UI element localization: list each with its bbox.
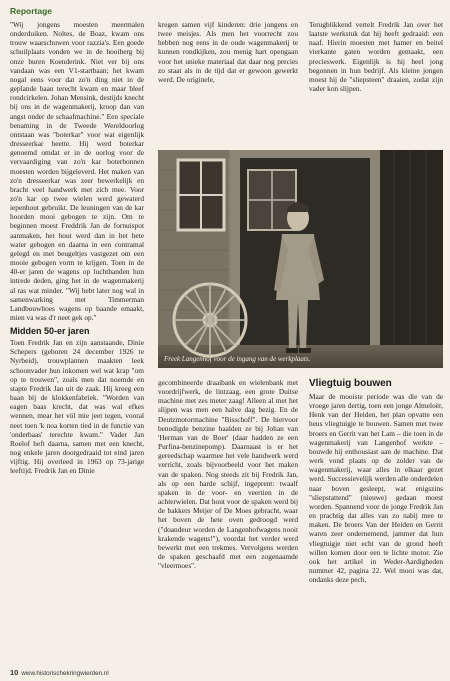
workshop-photo-illustration (158, 150, 443, 368)
column-2-bottom (158, 378, 298, 570)
section-label: Reportage (10, 6, 53, 16)
column-2-top (158, 20, 298, 84)
column-1 (10, 20, 144, 476)
column-2-bottom-text: gecombineerde draaibank en wielenbank met voordrijfwerk, de lintzaag, een grote Duitse machine met zes meter zaag! Alleen al met het slijpen was men een halve dag bezig. En de Deutzmotormachine "Bisschoff". De hiervoor benodigde benzine haalden ze bij Johan van 'Herman van de Boer' (daar hadden ze een Purfina-benzinepomp). Daarnaast is er het gereedschap waarmee het vele handwerk werd verricht, zoals bijvoorbeeld voor het maken van de spaken. Nog steeds zit bij Fredrik Jan, als op een harde schijf, ingeprent: twaalf spaken in de voor- en veertien in de achterwielen. Dat hout voor de spaken werd bij de bakkers Meijer of De Moes gebracht, waar het boven de hete oven gedroogd werd ("doandeur worden de Langenhofwagens nooit krakende wagens!"), voordat het verder werd bewerkt met een trekmes. Vervolgens werden de spaken geschaafd met een zogenaamde "vleermoes". (158, 378, 298, 571)
column-3-top-text: Terugblikkend vertelt Fredrik Jan over het laatste werkstuk dat hij heeft gedraaid: een naaf. Hierin moesten met hamer en beitel vierkante gaten worden gemaakt, een precieswerk. Eigenlijk is hij heel jong begonnen in hun bedrijf. Als kleine jongen moest hij de "sliepsteen" draaien, zodat zijn vader kon slijpen. (309, 20, 443, 94)
column-2-top-text: kregen samen vijf kinderen: drie jongens en twee meisjes. Als men het voorrecht zou hebben nog eens in de oude wagenmakerij te kunnen rondkijken, zou menig hart opengaan voor het unieke materiaal dat daar nog precies zo staat als in de tijd dat er gewoon gewerkt werd. De originele, (158, 20, 298, 84)
column-1-intro: "Wij jongens moesten meermalen onderduiken. Noltes, de Boaz, kwam ons trouw waarschuwen voor razzia's. Een goede schuilplaats vonden we in de hooiberg bij onze buren Koenderink. Niet ver bij ons vandaan was een V1-startbaan; het kwam nogal eens voor dat zo'n ding niet in de geplande baan terecht kwam en maar bleef rondcirkelen. Johan Mensink, destijds knecht bij ons in de wagenmakerij, kroop dan van angst onder de schaafmachine." Een speciale benaming in de Tweede Wereldoorlog ontstaan was "boterkar" voor wat eigenlijk dresseerkar heette. Hij werd boterkar genoemd omdat er in de oorlog voor de vervaardiging van zo'n kar boterbonnen moesten worden bijgeleverd. Het maken van zo'n dresseerkar was zeer bewerkelijk en bracht veel handwerk met zich mee. Voor zo'n kar op twee wielen werd gewaterd iepenhout gebruikt. De leuningen van de kar hoorden mooi gebogen te zijn. Om te beginnen moest Freddrik Jan de fornuispot aanmaken, het hout werd dan in het hete water gebogen en daarna in een contramal gelegd en met beugeltjes vastgezet om een mooie gebogen vorm te krijgen. Toen in de 40-er jaren de wagens op luchtbanden hun intrede deden, ging het in de wagenmakerij al ras wat minder. "Wij hebt later nog wal in samenwarking met Timmerman Landbouwhoes wagens op baande emaakt, mien va was d'r neet gek op." (10, 20, 144, 322)
footer-url: www.historischekringwierden.nl (21, 670, 109, 677)
column-3-bottom (309, 378, 443, 584)
subheading-midden-50er-jaren: Midden 50-er jaren (10, 326, 90, 337)
photo-caption: Freek Langenhof voor de ingang van de werkplaats. (164, 355, 311, 363)
column-1-body: Toen Fredrik Jan en zijn aanstaande, Dinie Schepers (geboren 24 december 1926 te Nyrbeid), trouwplannen maakten leek schoonvader hun inkomen wel wat krap "om op te trouwen", zoals men dat noemde en stapte Fredrik Jan uit de zaak. Hij kreeg een baan bij de klokkenfabriek. "Worden van eagen baas krecht, dat was wal efkes wennen, mear het völ mie jeet tegen, vooral neet toen 'k noa korten tied in de functie van 'onderbaas' terechte kwam." Vader Jan Roelof heft daarna, samen met een knecht, nog enkele jaren doorgedraaid tot eind jaren vijftig. Hij overleed in 1963 op 73-jarige leeftijd. Fredrik Jan en Dinie (10, 338, 144, 476)
article-photo (158, 150, 443, 368)
subheading-vliegtuig-bouwen: Vliegtuig bouwen (309, 378, 392, 389)
column-3-top (309, 20, 443, 93)
page-footer (10, 668, 109, 677)
page-number: 10 (10, 668, 19, 677)
column-3-bottom-text: Maar de mooiste periode was die van de vroege jaren dertig, toen een jonge Almeloër, Henk van der Heiden, het plan opvatte een heus vliegtuigje te bouwen. Samen met twee broers en Gerrit van het Lam – die toen in de wagenmakerij van Langenhof werkte – bouwde hij enthousiast aan de machine. Dat werk vond plaats op de zolder van de wagenmakerij, waar alles in elkaar gezet werd. Successievelijk werden alle onderdelen naar boven gesleept, wat enigszins "sliepstattend" (nieuwe) gedaan moest worden. Spannend voor de jonge Fredrik Jan en prachtig dat alles van zo nabij mee te maken. De broers Van der Heiden en Gerrit waren zeer ondernemend, jammer dat hun vliegtuigje niet echt van de grond heeft willen komen door een te lichte motor. Zie ook het artikel in Weder-Aardigheden nummer 42, pagina 22. Wel mooi was dat, ondanks deze pech, (309, 392, 443, 585)
